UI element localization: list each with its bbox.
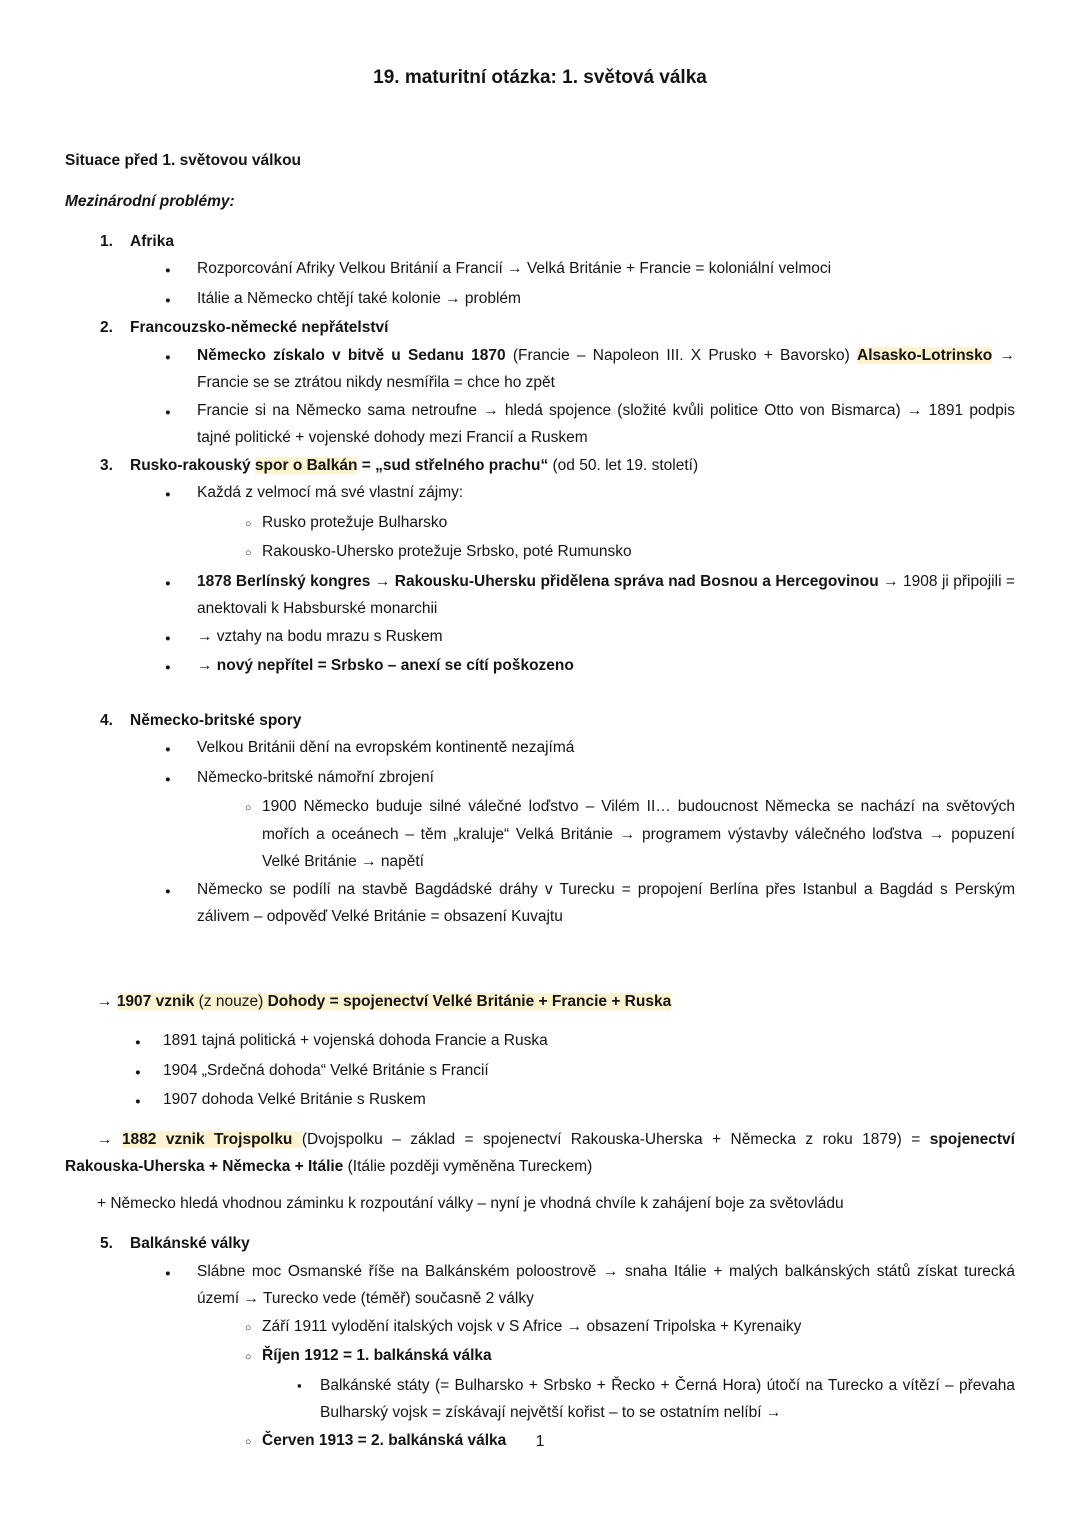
text-run: = „sud střelného prachu“ bbox=[357, 456, 549, 474]
list-marker: ● bbox=[165, 885, 171, 897]
list-item-text bbox=[130, 707, 1015, 735]
text-run: Rakousko-Uhersko protežuje Srbsko, poté Rumunsko bbox=[262, 543, 632, 560]
bullet-list-item bbox=[65, 734, 1015, 764]
text-run: Alsasko-Lotrinsko bbox=[857, 346, 993, 364]
numbered-list-item bbox=[65, 228, 1015, 256]
text-run: Rusko protežuje Bulharsko bbox=[262, 513, 448, 531]
bullet-list-item bbox=[65, 623, 1015, 653]
text-run: Balkánské státy (= Bulharsko + Srbsko + Řecko + Černá Hora) útočí na Turecko a vítězí – převaha Bulharský vojsk = získávají největší kořist – to se ostatním nelíbí → bbox=[320, 1376, 1015, 1421]
list-item-text bbox=[163, 1027, 1015, 1055]
text-run: (Dvojspolku – základ = spojenectví Rakouska-Uherska + Německa z roku 1879) = bbox=[301, 1130, 930, 1148]
text-run: 1900 Německo buduje silné válečné loďstvo – Vilém II… budoucnost Německa se nachází na světových mořích a oceánech – těm „kraluje“ Velká Británie → programem výstavby válečného loďstva → popuzení Velké Británie → napětí bbox=[262, 798, 1015, 870]
list-marker: ○ bbox=[245, 517, 252, 530]
subsection-heading bbox=[65, 188, 1015, 216]
list-item-text bbox=[197, 397, 1015, 452]
list-marker: ● bbox=[165, 662, 171, 673]
list-item-text bbox=[130, 314, 1015, 342]
numbered-list-item bbox=[65, 707, 1015, 735]
page-number: 1 bbox=[535, 1432, 545, 1450]
list-marker: ○ bbox=[245, 1435, 252, 1448]
list-item-text bbox=[197, 876, 1015, 931]
text-run: 1904 „Srdečná dohoda“ Velké Británie s Francií bbox=[163, 1061, 489, 1079]
paragraph bbox=[65, 1190, 1015, 1218]
text-run: Německo se podílí na stavbě Bagdádské dráhy v Turecku = propojení Berlína přes Istanbul a Bagdád s Perským zálivem – odpověď Velké Británie = obsazení Kuvajtu bbox=[197, 880, 1015, 925]
text-run: 1907 dohoda Velké Británie s Ruskem bbox=[163, 1091, 426, 1108]
list-item-text bbox=[197, 764, 1015, 792]
list-marker: ○ bbox=[245, 1321, 252, 1334]
list-marker: ● bbox=[165, 1267, 171, 1279]
list-marker: ▪ bbox=[297, 1377, 302, 1393]
text-run: (z nouze) bbox=[194, 992, 268, 1010]
bullet-list-item bbox=[65, 1086, 1015, 1116]
text-run: → vztahy na bodu mrazu s Ruskem bbox=[197, 627, 443, 645]
bullet-list-item bbox=[65, 479, 1015, 509]
text-run: 1891 tajná politická + vojenská dohoda Francie a Ruska bbox=[163, 1032, 548, 1049]
list-marker: ● bbox=[165, 744, 171, 755]
text-run: 1907 vznik bbox=[116, 992, 195, 1010]
text-run: spor o Balkán bbox=[254, 456, 358, 474]
text-run: Francie si na Německo sama netroufne → hledá spojence (složité kvůli politice Otto von Bismarca) → 1891 podpis tajné politické + vojenské dohody mezi Francií a Ruskem bbox=[197, 401, 1015, 446]
list-item-text bbox=[197, 734, 1015, 762]
list-item-text bbox=[163, 1057, 1015, 1085]
text-run: → Francie se se ztrátou nikdy nesmířila = chce ho zpět bbox=[197, 346, 1015, 391]
list-marker: 3. bbox=[100, 456, 113, 474]
document-title bbox=[65, 64, 1015, 92]
numbered-list-item bbox=[65, 452, 1015, 480]
list-item-text bbox=[197, 568, 1015, 623]
text-run: Slábne moc Osmanské říše na Balkánském poloostrově → snaha Itálie + malých balkánských států získat turecká území → Turecko vede (téměř) současně 2 války bbox=[197, 1262, 1015, 1307]
list-marker: ○ bbox=[245, 547, 252, 559]
list-item-text bbox=[262, 1313, 1015, 1341]
list-marker: 5. bbox=[100, 1235, 113, 1252]
text-run: Afrika bbox=[130, 232, 174, 250]
list-marker: ● bbox=[165, 489, 171, 500]
list-item-text bbox=[197, 1258, 1015, 1313]
section-heading bbox=[65, 147, 1015, 175]
list-marker: ○ bbox=[245, 802, 252, 814]
list-marker: ● bbox=[135, 1066, 141, 1078]
bullet-list-item bbox=[65, 255, 1015, 285]
bullet-list-item bbox=[65, 1027, 1015, 1057]
bullet-list-item bbox=[65, 342, 1015, 397]
text-run: Balkánské války bbox=[130, 1235, 250, 1252]
list-item-text bbox=[262, 1342, 1015, 1370]
circle-list-item bbox=[65, 793, 1015, 876]
list-marker: 4. bbox=[100, 711, 113, 729]
circle-list-item bbox=[65, 509, 1015, 539]
list-marker: ● bbox=[165, 265, 171, 276]
text-run: → bbox=[97, 1130, 122, 1148]
text-run: Dohody = spojenectví Velké Británie + Francie + Ruska bbox=[267, 992, 672, 1010]
bullet-list-item bbox=[65, 285, 1015, 315]
list-item-text bbox=[262, 509, 1015, 537]
list-item-text bbox=[197, 255, 1015, 283]
list-marker: ● bbox=[165, 577, 171, 589]
list-item-text bbox=[163, 1086, 1015, 1114]
list-marker: ● bbox=[165, 632, 171, 644]
numbered-list-item bbox=[65, 1230, 1015, 1258]
arrow-paragraph bbox=[65, 1126, 1015, 1181]
text-run: (Itálie později vyměněna Tureckem) bbox=[343, 1158, 593, 1175]
bullet-list-item bbox=[65, 876, 1015, 931]
bullet-list-item bbox=[65, 652, 1015, 682]
bullet-list-item bbox=[65, 1057, 1015, 1087]
text-run: → nový nepřítel = Srbsko – anexí se cítí poškozeno bbox=[197, 657, 574, 674]
list-marker: 2. bbox=[100, 319, 113, 336]
arrow-paragraph bbox=[65, 988, 1015, 1016]
text-run: (Francie – Napoleon III. X Prusko + Bavorsko) bbox=[512, 346, 858, 364]
text-run: Rusko-rakouský bbox=[130, 456, 255, 474]
list-item-text bbox=[197, 285, 1015, 313]
list-marker: ● bbox=[165, 351, 171, 363]
text-run: Každá z velmocí má své vlastní zájmy: bbox=[197, 484, 464, 501]
list-item-text bbox=[197, 479, 1015, 507]
list-item-text bbox=[262, 538, 1015, 566]
list-marker: ● bbox=[165, 773, 171, 785]
list-item-text bbox=[130, 1230, 1015, 1258]
circle-list-item bbox=[65, 1313, 1015, 1343]
text-run: Září 1911 vylodění italských vojsk v S Africe → obsazení Tripolska + Kyrenaiky bbox=[262, 1317, 802, 1335]
list-item-text bbox=[320, 1372, 1015, 1427]
text-run: 1878 Berlínský kongres → Rakousku-Uhersku přidělena správa nad Bosnou a Hercegovinou → bbox=[197, 572, 904, 590]
list-marker: ● bbox=[135, 1037, 141, 1048]
circle-list-item bbox=[65, 1342, 1015, 1372]
text-run: Německo získalo v bitvě u Sedanu 1870 bbox=[197, 346, 513, 364]
list-item-text bbox=[197, 342, 1015, 397]
text-run: Mezinárodní problémy: bbox=[65, 193, 235, 210]
list-item-text bbox=[262, 793, 1015, 876]
text-run: (od 50. let 19. století) bbox=[548, 456, 699, 474]
text-run: → bbox=[97, 992, 117, 1010]
text-run: Rozporcování Afriky Velkou Británií a Francií → Velká Británie + Francie = koloniální velmoci bbox=[197, 260, 832, 277]
bullet-list-item bbox=[65, 1258, 1015, 1313]
circle-list-item bbox=[65, 538, 1015, 568]
text-run: 1908 ji připojili = anektovali k Habsburské monarchii bbox=[197, 572, 1015, 617]
list-item-text bbox=[197, 623, 1015, 651]
list-marker: ○ bbox=[245, 1351, 252, 1363]
document-body bbox=[65, 64, 1015, 1456]
text-run: 1882 vznik Trojspolku bbox=[121, 1130, 302, 1148]
list-item-text bbox=[197, 652, 1015, 680]
list-item-text bbox=[130, 452, 1015, 480]
text-run: Itálie a Německo chtějí také kolonie → problém bbox=[197, 289, 521, 307]
list-marker: ● bbox=[165, 294, 171, 306]
text-run: Červen 1913 = 2. balkánská válka bbox=[262, 1431, 507, 1449]
text-run: + Německo hledá vhodnou záminku k rozpoutání války – nyní je vhodná chvíle k zahájení boje za světovládu bbox=[97, 1194, 844, 1212]
text-run: Situace před 1. světovou válkou bbox=[65, 151, 302, 169]
text-run: spojenectví Rakouska-Uherska + Německa + Itálie bbox=[65, 1130, 1015, 1175]
list-marker: ● bbox=[165, 406, 171, 418]
list-marker: ● bbox=[135, 1096, 141, 1107]
list-item-text bbox=[130, 228, 1015, 256]
text-run: Velkou Británii dění na evropském kontinentě nezajímá bbox=[197, 739, 575, 756]
bullet-list-item bbox=[65, 397, 1015, 452]
text-run: Francouzsko-německé nepřátelství bbox=[130, 319, 389, 336]
numbered-list-item bbox=[65, 314, 1015, 342]
text-run: 19. maturitní otázka: 1. světová válka bbox=[373, 67, 707, 88]
bullet-list-item bbox=[65, 568, 1015, 623]
text-run: Říjen 1912 = 1. balkánská válka bbox=[262, 1347, 492, 1364]
text-run: Německo-britské spory bbox=[130, 711, 302, 729]
list-marker: 1. bbox=[100, 232, 113, 250]
text-run: Německo-britské námořní zbrojení bbox=[197, 768, 434, 786]
bullet-list-item bbox=[65, 764, 1015, 794]
square-list-item bbox=[65, 1372, 1015, 1427]
